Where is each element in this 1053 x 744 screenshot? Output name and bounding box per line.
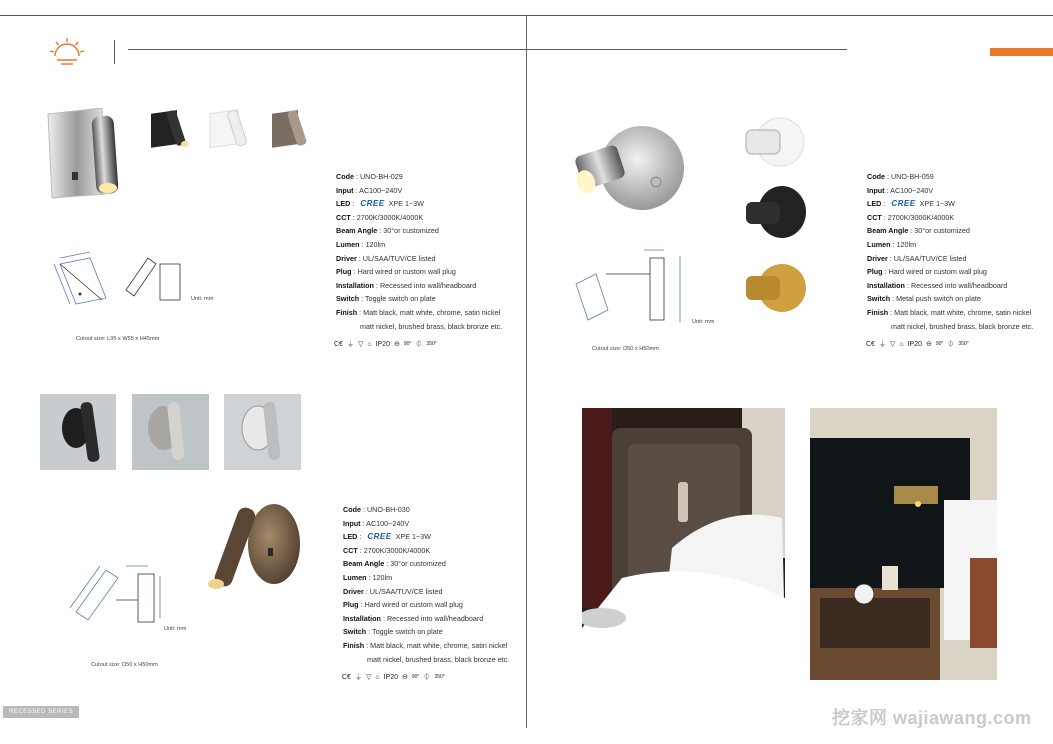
ventilation-icon: ▽: [889, 341, 896, 348]
tilt-angle: 90°: [411, 674, 420, 680]
spec-finish: Finish : Matt black, matt white, chrome, satin nickel: [336, 307, 501, 317]
rotate-angle: 350°: [434, 674, 445, 680]
product-photo-main: [570, 122, 688, 218]
indoor-icon: ⌂: [375, 673, 380, 681]
spec-finish: Finish : Matt black, matt white, chrome, satin nickel: [343, 640, 508, 650]
spec-lumen: Lumen : 120lm: [867, 239, 917, 249]
spec-plug: Plug : Hard wired or custom wall plug: [867, 267, 987, 277]
spec-cct: CCT : 2700K/3000K/4000K: [343, 545, 431, 555]
cutout-size: Cutout size: L95 x W55 x H45mm: [76, 336, 160, 342]
product-thumb-gold: [740, 262, 806, 314]
spec-plug: Plug : Hard wired or custom wall plug: [336, 267, 456, 277]
spec-driver: Driver : UL/SAA/TUV/CE listed: [343, 586, 443, 596]
cutout-size: Cutout size: D50 x H50mm: [91, 662, 158, 668]
spec-plug: Plug : Hard wired or custom wall plug: [343, 600, 463, 610]
spec-beam-angle: Beam Angle : 30°or customized: [343, 559, 446, 569]
sun-icon: [48, 34, 86, 70]
certifications: [342, 672, 445, 682]
cree-logo: CREE: [360, 199, 385, 209]
spec-finish-cont: matt nickel, brushed brass, black bronze etc.: [891, 321, 1034, 331]
product-thumb-2: [132, 394, 209, 470]
rotate-angle: 350°: [958, 341, 969, 347]
product-thumb-white: [740, 116, 806, 168]
spec-list: [336, 170, 502, 333]
tilt-icon: ⊖: [925, 341, 932, 348]
tilt-angle: 90°: [403, 341, 412, 347]
technical-drawing: [570, 246, 690, 330]
spec-switch: Switch : Toggle switch on plate: [343, 627, 443, 637]
spec-driver: Driver : UL/SAA/TUV/CE listed: [867, 253, 967, 263]
spec-lumen: Lumen : 120lm: [343, 572, 393, 582]
series-label: RECESSED SERIES: [3, 706, 79, 718]
hotel-room-photo-1: [582, 408, 785, 685]
product-thumb-black: [740, 184, 806, 240]
spec-finish-cont: matt nickel, brushed brass, black bronze etc.: [367, 654, 510, 664]
spec-lumen: Lumen : 120lm: [336, 239, 386, 249]
spec-led: LED : CREE XPE 1~3W: [336, 197, 502, 211]
technical-drawing: [66, 562, 176, 638]
ip-rating: IP20: [907, 340, 922, 348]
unit-label: Unit: mm: [191, 296, 214, 302]
rotate-icon: ⏀: [947, 341, 955, 348]
hotel-room-photo-2: [810, 408, 997, 680]
certifications: [334, 339, 437, 349]
spec-input: Input : AC100~240V: [336, 185, 403, 195]
ip-rating: IP20: [383, 673, 398, 681]
tilt-icon: ⊖: [401, 674, 408, 681]
spec-input: Input : AC100~240V: [343, 518, 410, 528]
header-rule-right: [527, 49, 847, 50]
spec-led: LED : CREE XPE 1~3W: [867, 197, 1033, 211]
spec-input: Input : AC100~240V: [867, 185, 934, 195]
spec-installation: Installation : Recessed into wall/headboard: [336, 280, 477, 290]
spec-switch: Switch : Toggle switch on plate: [336, 294, 436, 304]
ground-icon: ⏚: [878, 341, 886, 348]
indoor-icon: ⌂: [367, 340, 372, 348]
spec-beam-angle: Beam Angle : 30°or customized: [867, 226, 970, 236]
rotate-angle: 350°: [426, 341, 437, 347]
spec-code: Code : UNO-BH-030: [343, 505, 410, 514]
watermark: 挖家网 wajiawang.com: [832, 708, 1032, 728]
certifications: [866, 339, 969, 349]
spec-finish: Finish : Matt black, matt white, chrome, satin nickel: [867, 307, 1032, 317]
accent-tab: [990, 48, 1053, 56]
cutout-size: Cutout size: D50 x H50mm: [592, 346, 659, 352]
indoor-icon: ⌂: [899, 340, 904, 348]
spec-cct: CCT : 2700K/3000K/4000K: [867, 212, 955, 222]
ground-icon: ⏚: [346, 341, 354, 348]
rotate-icon: ⏀: [415, 341, 423, 348]
product-thumb-3: [224, 394, 301, 470]
ce-mark-icon: C€: [866, 340, 875, 348]
cree-logo: CREE: [367, 532, 392, 542]
spec-led: LED : CREE XPE 1~3W: [343, 530, 509, 544]
spec-list: [343, 503, 509, 666]
ce-mark-icon: C€: [342, 673, 351, 681]
header-rule-left: [128, 49, 526, 50]
product-photo-main: [44, 108, 136, 200]
rotate-icon: ⏀: [423, 674, 431, 681]
product-photo-main: [200, 500, 304, 598]
spec-driver: Driver : UL/SAA/TUV/CE listed: [336, 253, 436, 263]
spec-beam-angle: Beam Angle : 30°or customized: [336, 226, 439, 236]
spec-installation: Installation : Recessed into wall/headboard: [867, 280, 1008, 290]
spec-installation: Installation : Recessed into wall/headboard: [343, 613, 484, 623]
ventilation-icon: ▽: [365, 674, 372, 681]
product-thumb-bronze: [270, 108, 316, 150]
spec-code: Code : UNO-BH-029: [336, 172, 403, 181]
header-divider: [114, 40, 115, 64]
cree-logo: CREE: [891, 199, 916, 209]
spec-list: [867, 170, 1033, 333]
ip-rating: IP20: [375, 340, 390, 348]
unit-label: Unit: mm: [692, 319, 715, 325]
ground-icon: ⏚: [354, 674, 362, 681]
product-thumb-1: [40, 394, 116, 470]
unit-label: Unit: mm: [164, 626, 187, 632]
spec-cct: CCT : 2700K/3000K/4000K: [336, 212, 424, 222]
product-thumb-white: [208, 108, 256, 150]
ce-mark-icon: C€: [334, 340, 343, 348]
technical-drawing: [50, 250, 200, 310]
ventilation-icon: ▽: [357, 341, 364, 348]
spec-finish-cont: matt nickel, brushed brass, black bronze etc.: [360, 321, 503, 331]
spec-code: Code : UNO-BH-059: [867, 172, 934, 181]
tilt-icon: ⊖: [393, 341, 400, 348]
spec-switch: Switch : Metal push switch on plate: [867, 294, 981, 304]
product-thumb-black: [149, 108, 195, 150]
page-spine: [526, 15, 527, 728]
tilt-angle: 90°: [935, 341, 944, 347]
